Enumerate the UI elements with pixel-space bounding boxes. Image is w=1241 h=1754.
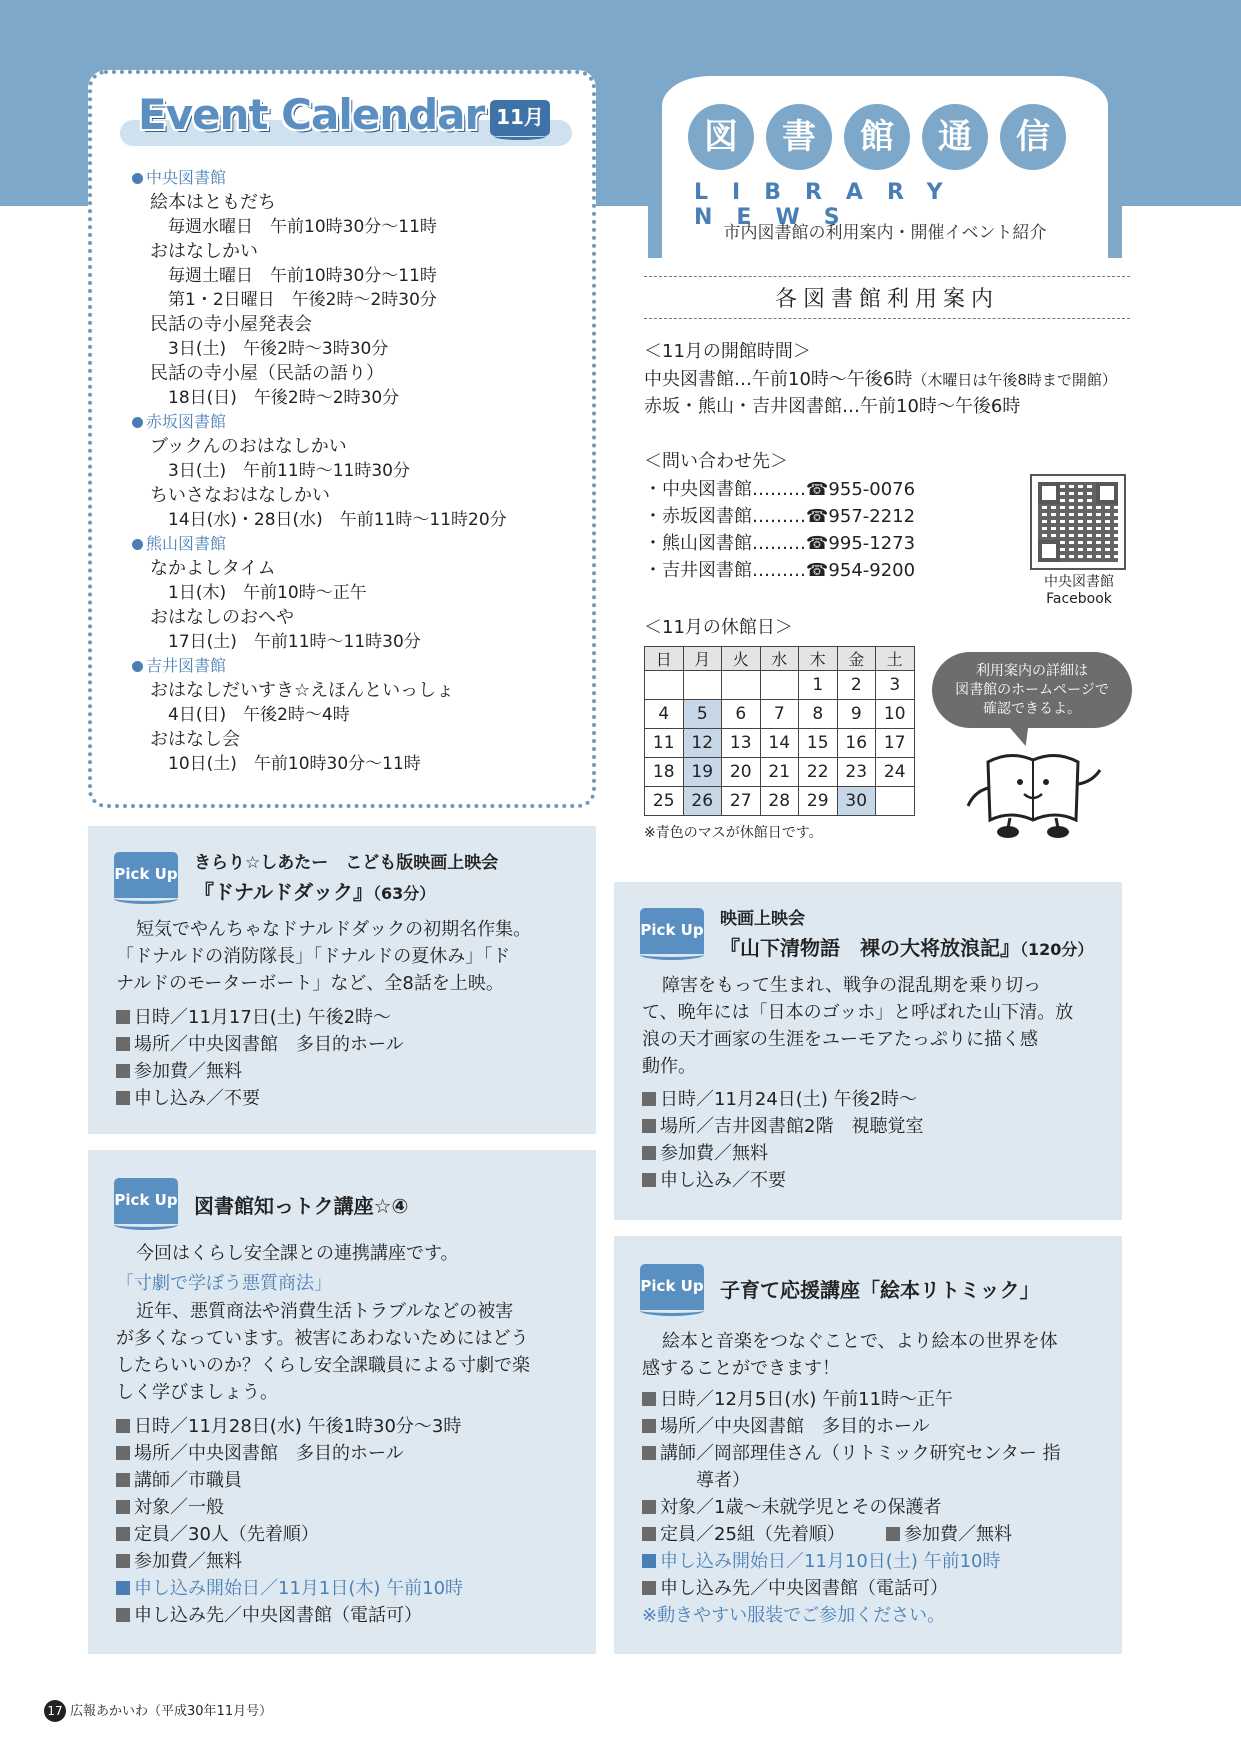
page-footer: 17 広報あかいわ（平成30年11月号） (44, 1700, 272, 1722)
note: ※動きやすい服装でご参加ください。 (642, 1605, 946, 1626)
event-name: 民話の寺小屋（民話の語り） (150, 363, 384, 384)
library-heading: 熊山図書館 (132, 532, 572, 556)
bullet-icon (132, 661, 143, 672)
event-name: 絵本はともだち (150, 192, 276, 213)
detail-item: 場所／吉井図書館2階 視聴覚室 (642, 1113, 923, 1140)
calendar-day: 6 (722, 700, 761, 729)
calendar-day: 22 (799, 758, 838, 787)
event-time: 14日(水)・28日(水) 午前11時～11時20分 (168, 510, 507, 530)
event-calendar-title: Event Calendar (138, 90, 485, 139)
book-mascot-icon (958, 742, 1108, 842)
bullet-icon (132, 417, 143, 428)
calendar-day: 21 (760, 758, 799, 787)
detail-item: 申し込み開始日／11月10日(土) 午前10時 (642, 1548, 1000, 1575)
divider (644, 318, 1130, 319)
event-name: ブックんのおはなしかい (150, 436, 347, 457)
calendar-day (722, 671, 761, 700)
calendar-day: 2 (837, 671, 876, 700)
event-name: おはなしのおへや (150, 607, 294, 628)
detail-item: 場所／中央図書館 多目的ホール (116, 1031, 404, 1058)
event-name: なかよしタイム (150, 558, 276, 579)
calendar-day: 1 (799, 671, 838, 700)
divider (644, 276, 1130, 277)
pickup-badge: Pick Up (640, 1264, 704, 1310)
pickup-yamashita: Pick Up 映画上映会 『山下清物語 裸の大将放浪記』（120分） 障害をもって生まれ、戦争の混乱期を乗り切っ て、晩年には「日本のゴッホ」と呼ばれた山下清。放 浪の天才画家の生涯をユーモアたっぷりに描く感 動作。 日時／11月24日(土) 午後2時～ 場所／吉井図書館2階 視聴覚室 参加費／無料 申し込み／不要 (614, 882, 1122, 1220)
calendar-day: 24 (876, 758, 915, 787)
weekday-header: 木 (799, 647, 838, 671)
calendar-day: 23 (837, 758, 876, 787)
info-title: 各図書館利用案内 (774, 287, 999, 312)
pickup-rhythmic: Pick Up 子育て応援講座「絵本リトミック」 絵本と音楽をつなぐことで、より絵本の世界を体 感することができます！ 日時／12月5日(水) 午前11時～正午 場所／中央図書館 多目的ホール 講師／岡部理佳さん（リトミック研究センター 指 導者） 対象／1歳～未就学児とその保護者 定員／25組（先着順） 参加費／無料 申し込み開始日／11月10日(土) 午前10時 申し込み先／中央図書館（電話可） ※動きやすい服装でご参加ください。 (614, 1236, 1122, 1654)
detail-item: 参加費／無料 (886, 1521, 1012, 1548)
weekday-header: 水 (760, 647, 799, 671)
contact-item: ・熊山図書館………☎995-1273 (644, 533, 916, 554)
pickup-title: 図書館知っトク講座☆④ (194, 1194, 409, 1218)
detail-item: 申し込み／不要 (642, 1167, 786, 1194)
calendar-day: 10 (876, 700, 915, 729)
news-subtitle: 市内図書館の利用案内・開催イベント紹介 (723, 223, 1047, 243)
calendar-day: 9 (837, 700, 876, 729)
pickup-subtitle: 映画上映会 (720, 909, 805, 929)
library-news-letters: LIBRARY NEWS (694, 180, 967, 230)
weekday-header: 月 (683, 647, 722, 671)
library-heading: 吉井図書館 (132, 654, 572, 678)
pickup-badge: Pick Up (114, 1178, 178, 1224)
event-time: 3日(土) 午後2時～3時30分 (168, 339, 389, 359)
pickup-donald: Pick Up きらり☆しあたー こども版映画上映会 『ドナルドダック』（63分） 短気でやんちゃなドナルドダックの初期名作集。 「ドナルドの消防隊長」「ドナルドの夏休み」「ド ナルドのモーターボート」など、全8話を上映。 日時／11月17日(土) 午後2時～ 場所／中央図書館 多目的ホール 参加費／無料 申し込み／不要 (88, 826, 596, 1134)
detail-item: 定員／25組（先着順） (642, 1521, 845, 1548)
event-time: 17日(土) 午前11時～11時30分 (168, 632, 421, 652)
qr-caption: 中央図書館 Facebook (1044, 574, 1114, 607)
detail-item: 場所／中央図書館 多目的ホール (116, 1440, 404, 1467)
calendar-day: 30 (837, 787, 876, 816)
qr-code[interactable] (1030, 474, 1126, 570)
event-time: 1日(木) 午前10時～正午 (168, 583, 367, 603)
detail-item: 申し込み／不要 (116, 1085, 260, 1112)
event-time: 第1・2日曜日 午後2時～2時30分 (168, 290, 437, 310)
calendar-day: 17 (876, 729, 915, 758)
detail-item: 対象／1歳～未就学児とその保護者 (642, 1494, 941, 1521)
event-calendar (88, 70, 596, 808)
calendar-day: 7 (760, 700, 799, 729)
calendar-day: 8 (799, 700, 838, 729)
detail-item: 参加費／無料 (642, 1140, 768, 1167)
detail-item: 申し込み開始日／11月1日(木) 午前10時 (116, 1575, 463, 1602)
contact-item: ・赤坂図書館………☎957-2212 (644, 506, 916, 527)
event-name: ちいさなおはなしかい (150, 485, 330, 506)
library-heading: 赤坂図書館 (132, 410, 572, 434)
news-char: 信 (1000, 104, 1066, 170)
pickup-badge: Pick Up (640, 908, 704, 954)
page-number: 17 (44, 1700, 66, 1722)
pickup-badge: Pick Up (114, 852, 178, 898)
calendar-day: 11 (645, 729, 684, 758)
weekday-header: 火 (722, 647, 761, 671)
calendar-day (760, 671, 799, 700)
event-time: 10日(土) 午前10時30分～11時 (168, 754, 421, 774)
detail-item: 場所／中央図書館 多目的ホール (642, 1413, 930, 1440)
detail-item: 申し込み先／中央図書館（電話可） (642, 1575, 948, 1602)
event-time: 4日(日) 午後2時～4時 (168, 705, 350, 725)
pickup-title: 子育て応援講座「絵本リトミック」 (720, 1278, 1040, 1302)
news-char: 通 (922, 104, 988, 170)
detail-item: 日時／11月28日(水) 午後1時30分～3時 (116, 1413, 461, 1440)
calendar-day (683, 671, 722, 700)
detail-item: 対象／一般 (116, 1494, 224, 1521)
month-badge: 11月 (490, 100, 550, 136)
calendar-day: 15 (799, 729, 838, 758)
calendar-day: 25 (645, 787, 684, 816)
closed-note: ※青色のマスが休館日です。 (644, 825, 823, 841)
calendar-day: 28 (760, 787, 799, 816)
event-name: 民話の寺小屋発表会 (150, 314, 312, 335)
weekday-header: 土 (876, 647, 915, 671)
calendar-day: 13 (722, 729, 761, 758)
pickup-title: 『山下清物語 裸の大将放浪記』（120分） (720, 936, 1094, 960)
pickup-subtitle: きらり☆しあたー こども版映画上映会 (194, 853, 499, 873)
news-char: 図 (688, 104, 754, 170)
lecture-heading: 「寸劇で学ぼう悪質商法」 (116, 1273, 332, 1294)
event-time: 18日(日) 午後2時～2時30分 (168, 388, 400, 408)
detail-item: 講師／岡部理佳さん（リトミック研究センター 指 (642, 1440, 1061, 1467)
calendar-day: 12 (683, 729, 722, 758)
library-heading: 中央図書館 (132, 166, 572, 190)
event-name: おはなしだいすき☆えほんといっしょ (150, 680, 455, 701)
event-name: おはなしかい (150, 241, 258, 262)
calendar-day (645, 671, 684, 700)
news-char: 書 (766, 104, 832, 170)
speech-bubble: 利用案内の詳細は 図書館のホームページで 確認できるよ。 (932, 652, 1132, 728)
detail-item: 定員／30人（先着順） (116, 1521, 319, 1548)
hours-others: 赤坂・熊山・吉井図書館…午前10時～午後6時 (644, 396, 1021, 417)
detail-item: 参加費／無料 (116, 1548, 242, 1575)
calendar-day: 20 (722, 758, 761, 787)
pickup-lecture: Pick Up 図書館知っトク講座☆④ 今回はくらし安全課との連携講座です。 「寸劇で学ぼう悪質商法」 近年、悪質商法や消費生活トラブルなどの被害 が多くなっています。被害にあわないためにはどう したらいいのか？くらし安全課職員による寸劇で楽 しく学びましょう。 日時／11月28日(水) 午後1時30分～3時 場所／中央図書館 多目的ホール 講師／市職員 対象／一般 定員／30人（先着順） 参加費／無料 申し込み開始日／11月1日(木) 午前10時 申し込み先／中央図書館（電話可） (88, 1150, 596, 1654)
event-time: 毎週土曜日 午前10時30分～11時 (168, 266, 437, 286)
weekday-header: 金 (837, 647, 876, 671)
event-time: 3日(土) 午前11時～11時30分 (168, 461, 410, 481)
event-time: 毎週水曜日 午前10時30分～11時 (168, 217, 437, 237)
calendar-day: 5 (683, 700, 722, 729)
contact-heading: ＜問い合わせ先＞ (644, 451, 788, 472)
detail-item: 申し込み先／中央図書館（電話可） (116, 1602, 422, 1629)
pickup-title: 『ドナルドダック』（63分） (194, 880, 436, 904)
calendar-day: 14 (760, 729, 799, 758)
detail-item: 参加費／無料 (116, 1058, 242, 1085)
hours-central: 中央図書館…午前10時～午後6時（木曜日は午後8時まで開館） (644, 369, 1117, 390)
hours-heading: ＜11月の開館時間＞ (644, 341, 811, 362)
calendar-day: 29 (799, 787, 838, 816)
calendar-day: 18 (645, 758, 684, 787)
event-list (132, 166, 572, 776)
event-name: おはなし会 (150, 729, 240, 750)
library-news-header (648, 62, 1122, 258)
calendar-day (876, 787, 915, 816)
detail-item: 日時／11月24日(土) 午後2時～ (642, 1086, 917, 1113)
calendar-day: 4 (645, 700, 684, 729)
weekday-header: 日 (645, 647, 684, 671)
closed-days-calendar (644, 646, 915, 816)
detail-item: 講師／市職員 (116, 1467, 242, 1494)
contact-item: ・吉井図書館………☎954-9200 (644, 560, 916, 581)
news-char: 館 (844, 104, 910, 170)
contact-item: ・中央図書館………☎955-0076 (644, 479, 916, 500)
calendar-day: 16 (837, 729, 876, 758)
detail-item: 日時／11月17日(土) 午後2時～ (116, 1004, 391, 1031)
bullet-icon (132, 539, 143, 550)
bullet-icon (132, 173, 143, 184)
closed-heading: ＜11月の休館日＞ (644, 617, 793, 638)
calendar-day: 19 (683, 758, 722, 787)
detail-item: 日時／12月5日(水) 午前11時～正午 (642, 1386, 953, 1413)
calendar-day: 3 (876, 671, 915, 700)
calendar-day: 26 (683, 787, 722, 816)
hours-note: （木曜日は午後8時まで開館） (912, 371, 1117, 389)
calendar-day: 27 (722, 787, 761, 816)
